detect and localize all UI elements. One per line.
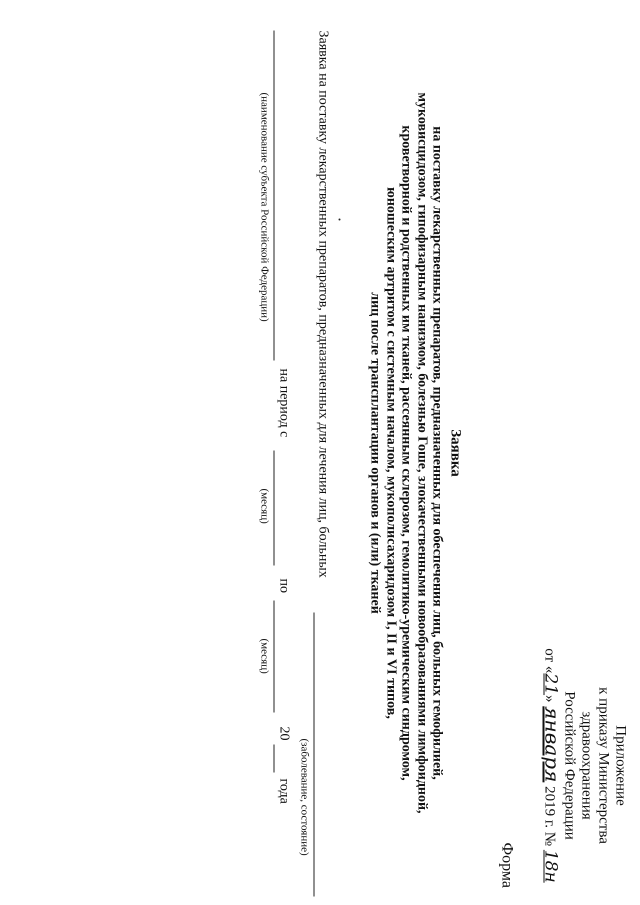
disease-fill-line [313,612,314,896]
handwritten-order-number: 18н [540,849,560,883]
year-suffix: года [276,778,291,804]
appendix-header [540,640,628,890]
appendix-date-row [540,640,564,890]
subject-fill-line [273,30,274,360]
form-label: Форма [498,842,515,888]
appendix-ministry-line: Российской Федерации [561,690,577,840]
title-line-5: лиц после трансплантации органов и (или) тканей [367,291,383,614]
year-prefix: 20 [276,726,291,740]
date-year: 2019 г. № [541,785,557,846]
month-from-caption: (месяц) [258,488,270,524]
document-title [367,0,462,905]
title-line-3: кроветворной и родственных им тканей, рассеянным склерозом, гемолитико-уремическим синдромом, [398,124,414,781]
disease-caption: (заболевание, состояние) [298,738,310,856]
subject-caption: (наименование субъекта Российской Федерации) [258,92,270,322]
title-heading: Заявка [447,428,463,477]
title-line-4: юношеским артритом с системным началом, мукополисахаридозом I, II и VI типов, [383,186,398,719]
date-prefix: от « [541,647,557,673]
title-line-1: на поставку лекарственных препаратов, предназначенных для обеспечения лиц, больных гемофилией, [429,125,445,780]
month-to-caption: (месяц) [258,638,270,674]
title-line-2: муковисцидозом, гипофизарным нанизмом, болезнью Гоше, злокачественными новообразованиями лимфоидной, [414,91,429,814]
year-fill-line [273,744,274,772]
period-to-label: по [276,578,291,593]
month-from-fill-line [273,450,274,565]
handwritten-month: января [540,705,564,782]
appendix-order-line: к приказу Министерства здравоохранения [578,686,611,844]
request-body-text: Заявка на поставку лекарственных препаратов, предназначенных для лечения лиц, больных [315,30,330,578]
scan-speck [338,218,340,220]
handwritten-day: 21 [540,672,560,695]
date-quote-close: » [541,694,557,703]
period-from-label: на период с [276,368,291,437]
month-to-fill-line [273,600,274,712]
appendix-label: Приложение [612,724,628,806]
